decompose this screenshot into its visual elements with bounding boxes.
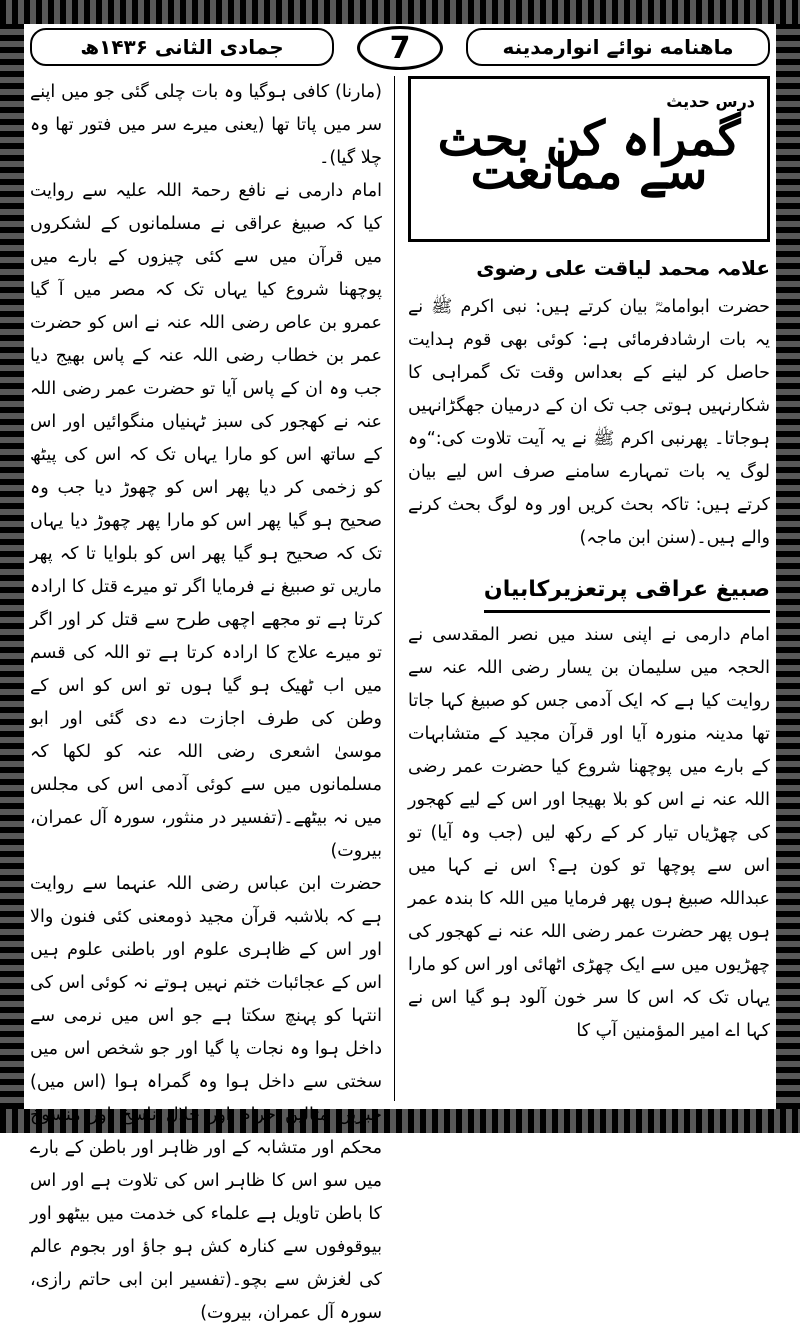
issue-date: جمادی الثانی ۱۴۳۶ھ <box>30 28 334 66</box>
title-box <box>408 76 770 242</box>
right-body-paragraph: امام دارمی نے اپنی سند میں نصر المقدسی نے الحجہ میں سلیمان بن یسار رضی اللہ عنہ سے روایت کیا ہے کہ ایک آدمی جس کو صبیغ کہا جاتا تھا مدینہ منورہ آیا اور قرآن مجید کے متشابہات کے بارے میں پوچھنا شروع کیا حضرت عمر رضی اللہ عنہ نے اس کو بلا بھیجا اور اس کے لیے کھجور کی چھڑیاں تیار کر کے رکھ لیں (جب وہ آیا) تو اس سے پوچھا تو کون ہے؟ اس نے کہا میں عبداللہ صبیغ ہوں پھر فرمایا میں اللہ کا بندہ عمر ہوں پھر حضرت عمر رضی اللہ عنہ نے کھجور کی چھڑیوں میں سے ایک چھڑی اٹھائی اور اس کو مارا یہاں تک کہ اس کا سر خون آلود ہو گیا اس نے کہا اے امیر المؤمنین آپ کا <box>408 625 770 1041</box>
page-content <box>24 24 776 1323</box>
section-heading: صبیغ عراقی پرتعزیرکابیان <box>484 573 770 613</box>
right-column <box>408 76 770 1048</box>
intro-paragraph: حضرت ابوامامہؓ بیان کرتے ہیں: نبی اکرم ﷺ نے یہ بات ارشادفرمائی ہے: کوئی بھی قوم ہدایت حاصل کر لینے کے بعداس وقت تک گمراہی کا شکارنہیں ہوتی جب تک ان کے درمیان جھگڑانہیں ہوجاتا۔ پھرنبی اکرم ﷺ نے یہ آیت تلاوت کی:“وہ لوگ یہ بات تمہارے سامنے صرف اس لیے بیان کرتے ہیں: تاکہ بحث کریں اور وہ لوگ بحث کرنے والے ہیں۔(سنن ابن ماجہ) <box>408 297 770 548</box>
column-divider <box>394 76 395 1101</box>
article-label: درس حدیث <box>666 92 755 111</box>
left-body-paragraph-1: (مارنا) کافی ہوگیا وہ بات چلی گئی جو میں اپنے سر میں پاتا تھا (یعنی میرے سر میں فتور تھا وہ چلا گیا)۔ <box>30 82 382 168</box>
page-number: 7 <box>357 26 443 70</box>
article-title: گمراہ کن بحث سے ممانعت <box>437 111 741 200</box>
magazine-title: ماهنامه نوائے انوارمدینه <box>466 28 770 66</box>
left-body-paragraph-3: حضرت ابن عباس رضی اللہ عنہما سے روایت ہے کہ بلاشبہ قرآن مجید ذومعنی کئی فنون والا اور اس کے ظاہری علوم اور باطنی علوم ہیں اس کے عجائبات ختم نہیں ہوتے نہ کوئی اس کی انتہا کو پہنچ سکتا ہے جو اس میں نرمی سے داخل ہوا وہ نجات پا گیا اور جو شخص اس میں سختی سے داخل ہوا وہ گمراہ ہوا (اس میں) خبریں مثالیں حرام اور حلال ناسخ اور منسوخ محکم اور متشابہ کے اور ظاہر اور باطن کے بارے میں سو اس کا ظاہر اس کی تلاوت ہے اور اس کا باطن تاویل ہے علماء کی خدمت میں بیٹھو اور بیوقوفوں سے کنارہ کش ہو جاؤ اور بجوم عالم کی لغزش سے بچو۔(تفسیر ابن ابی حاتم رازی، سورہ آل عمران، بیروت) <box>30 874 382 1323</box>
article-author: علامہ محمد لیاقت علی رضوی <box>476 256 770 280</box>
left-column <box>30 76 382 1330</box>
page-header <box>30 26 770 66</box>
left-body-paragraph-2: امام دارمی نے نافع رحمۃ اللہ علیہ سے روایت کیا کہ صبیغ عراقی نے مسلمانوں کے لشکروں میں قرآن میں سے کئی چیزوں کے بارے میں پوچھنا شروع کیا یہاں تک کہ مصر میں آ گیا عمرو بن عاص رضی اللہ عنہ نے اس کو حضرت عمر بن خطاب رضی اللہ عنہ کے پاس بھیج دیا جب وہ ان کے پاس آیا تو حضرت عمر رضی اللہ عنہ نے کھجور کی سبز ٹہنیاں منگوائیں اور اس کے ساتھ اس کو مارا یہاں تک کہ اس کی پیٹھ کو زخمی کر دیا پھر اس کو چھوڑ دیا جب وہ صحیح ہو گیا پھر اس کو مارا پھر چھوڑ دیا یہاں تک کہ صحیح ہو گیا پھر اس کو بلوایا تا کہ پھر ماریں تو صبیغ نے فرمایا اگر تو میرے قتل کا ارادہ کرتا ہے تو مجھے اچھی طرح سے قتل کر اور اگر تو میرے علاج کا ارادہ کرتا ہے تو اللہ کی قسم میں اب ٹھیک ہو گیا ہوں تو اس کو اس کے وطن کی طرف اجازت دے دی گئی اور ابو موسیٰ اشعری رضی اللہ عنہ کو لکھا کہ مسلمانوں میں سے کوئی آدمی اس کی مجلس میں نہ بیٹھے۔(تفسیر در منثور، سورہ آل عمران، بیروت) <box>30 181 382 861</box>
